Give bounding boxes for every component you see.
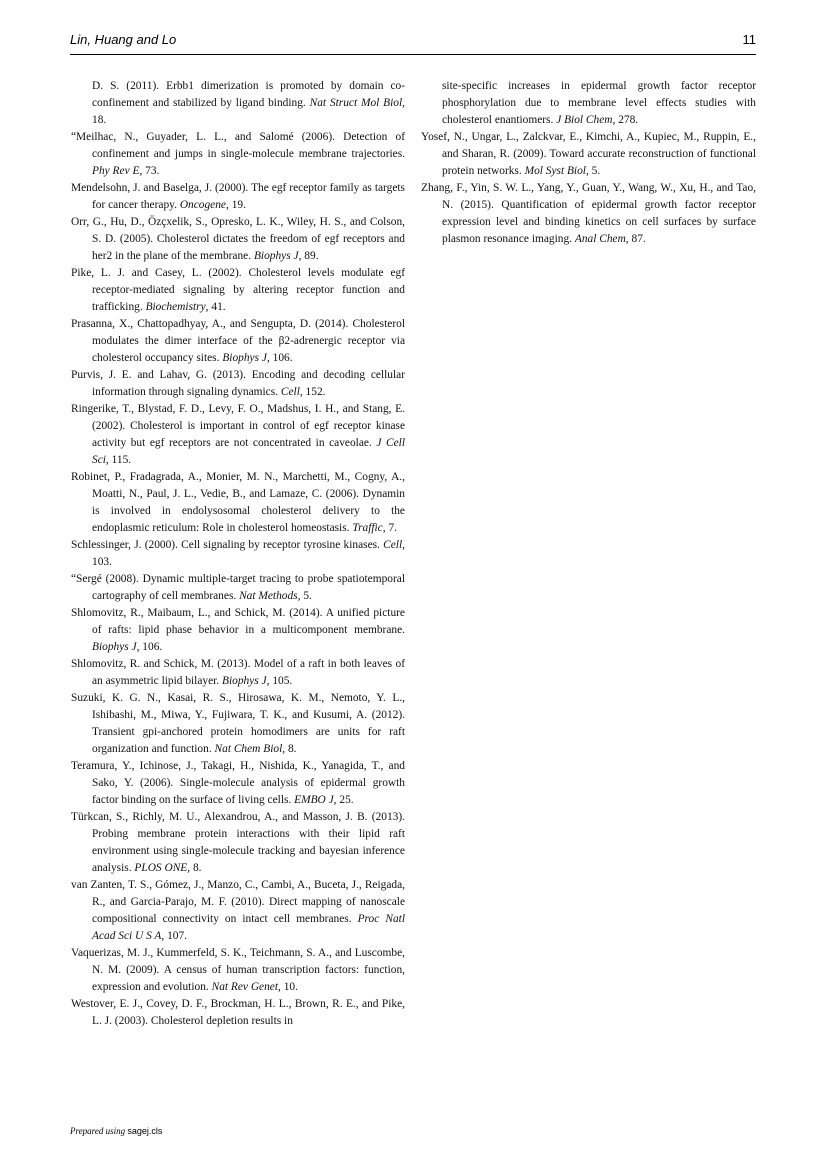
reference-entry: [71, 180, 405, 214]
reference-entry: [71, 537, 405, 571]
reference-entry: [421, 78, 756, 129]
reference-volume: , 10.: [278, 981, 298, 993]
reference-entry: [71, 758, 405, 809]
reference-text: Zhang, F., Yin, S. W. L., Yang, Y., Guan, Y., Wang, W., Xu, H., and Tao, N. (2015). Quantification of epidermal growth factor receptor expression level and binding kinetics on cell surfaces by surface plasmon resonance imaging.: [421, 182, 756, 245]
page-number: 11: [742, 32, 756, 47]
reference-text: “Meilhac, N., Guyader, L. L., and Salomé (2006). Detection of confinement and jumps in single-molecule membrane trajectories.: [71, 131, 405, 160]
reference-entry: [71, 996, 405, 1030]
footer-prefix: Prepared using: [70, 1126, 128, 1136]
reference-volume: , 278.: [612, 114, 639, 126]
reference-text: Pike, L. J. and Casey, L. (2002). Cholesterol levels modulate egf receptor-mediated signaling by altering receptor function and trafficking.: [71, 267, 405, 313]
reference-entry: [71, 809, 405, 877]
reference-text: Ringerike, T., Blystad, F. D., Levy, F. O., Madshus, I. H., and Stang, E. (2002). Cholesterol is important in control of egf receptor kinase activity but egf receptors are not concentrated in caveolae.: [71, 403, 405, 449]
reference-text: van Zanten, T. S., Gómez, J., Manzo, C., Cambi, A., Buceta, J., Reigada, R., and Garcia-Parajo, M. F. (2010). Direct mapping of nanoscale compositional connectivity on intact cell membranes.: [71, 879, 405, 925]
reference-journal: Mol Syst Biol: [524, 165, 586, 177]
reference-entry: [71, 945, 405, 996]
reference-entry: [71, 877, 405, 945]
reference-volume: , 5.: [297, 590, 312, 602]
reference-journal: EMBO J: [294, 794, 334, 806]
reference-journal: J Cell Sci: [92, 437, 405, 466]
reference-volume: , 8.: [282, 743, 297, 755]
reference-entry: [71, 469, 405, 537]
reference-journal: Oncogene: [179, 199, 226, 211]
reference-text: D. S. (2011). Erbb1 dimerization is promoted by domain co-confinement and stabilized by ligand binding.: [92, 80, 405, 109]
reference-text: Robinet, P., Fradagrada, A., Monier, M. N., Marchetti, M., Cogny, A., Moatti, N., Paul, J. L., Vedie, B., and Lamaze, C. (2006). Dynamin is involved in endolysosomal cholesterol delivery to the endoplasmic reticulum: Role in cholesterol homeostasis.: [71, 471, 405, 534]
references-left-column: [71, 78, 405, 1030]
running-header: [70, 30, 756, 55]
reference-text: Türkcan, S., Richly, M. U., Alexandrou, A., and Masson, J. B. (2013). Probing membrane protein interactions with their lipid raft environment using single-molecule tracking and bayesian inference analysis.: [71, 811, 405, 874]
reference-text: Prasanna, X., Chattopadhyay, A., and Sengupta, D. (2014). Cholesterol modulates the dimer interface of the β2-adrenergic receptor via cholesterol occupancy sites.: [71, 318, 405, 364]
reference-journal: Biochemistry: [145, 301, 206, 313]
reference-journal: Cell: [280, 386, 300, 398]
reference-entry: [71, 401, 405, 469]
reference-journal: Biophys J: [222, 675, 267, 687]
reference-text: Westover, E. J., Covey, D. F., Brockman, H. L., Brown, R. E., and Pike, L. J. (2003). Cholesterol depletion results in: [71, 998, 405, 1027]
reference-volume: , 19.: [226, 199, 246, 211]
reference-journal: J Biol Chem: [556, 114, 613, 126]
reference-entry: [71, 316, 405, 367]
reference-text: Shlomovitz, R., Maibaum, L., and Schick, M. (2014). A unified picture of rafts: lipid phase behavior in a multicomponent membrane.: [71, 607, 405, 636]
reference-journal: Biophys J: [222, 352, 267, 364]
reference-journal: Anal Chem: [574, 233, 626, 245]
reference-journal: Traffic: [352, 522, 383, 534]
reference-volume: , 89.: [298, 250, 319, 262]
reference-volume: , 5.: [585, 165, 601, 177]
footer-cls: sagej.cls: [127, 1126, 163, 1136]
references-right-column: [421, 78, 756, 248]
reference-journal: Biophys J: [253, 250, 299, 262]
reference-journal: Nat Chem Biol: [214, 743, 283, 755]
reference-volume: , 73.: [139, 165, 160, 177]
reference-journal: Biophys J: [92, 641, 137, 653]
reference-entry: [421, 180, 756, 248]
reference-journal: Proc Natl Acad Sci U S A: [92, 913, 405, 942]
reference-volume: , 105.: [266, 675, 293, 687]
reference-volume: , 87.: [625, 233, 646, 245]
reference-volume: , 106.: [266, 352, 293, 364]
running-header-authors: Lin, Huang and Lo: [70, 32, 177, 47]
reference-entry: [71, 129, 405, 180]
reference-journal: Nat Struct Mol Biol: [309, 97, 403, 109]
reference-entry: [421, 129, 756, 180]
reference-journal: Phy Rev E: [92, 165, 140, 177]
reference-volume: , 115.: [105, 454, 132, 466]
reference-volume: , 41.: [205, 301, 226, 313]
reference-entry: [71, 571, 405, 605]
reference-text: Mendelsohn, J. and Baselga, J. (2000). The egf receptor family as targets for cancer therapy.: [71, 182, 405, 211]
reference-entry: [71, 265, 405, 316]
reference-volume: , 18.: [92, 97, 405, 126]
reference-volume: , 8.: [187, 862, 202, 874]
reference-entry: [71, 656, 405, 690]
reference-text: Yosef, N., Ungar, L., Zalckvar, E., Kimchi, A., Kupiec, M., Ruppin, E., and Sharan, R. (2009). Toward accurate reconstruction of functional protein networks.: [421, 131, 756, 177]
reference-entry: [71, 78, 405, 129]
reference-text: Schlessinger, J. (2000). Cell signaling by receptor tyrosine kinases.: [71, 539, 384, 551]
reference-journal: Nat Rev Genet: [211, 981, 279, 993]
reference-journal: Cell: [383, 539, 403, 551]
reference-volume: , 152.: [299, 386, 326, 398]
reference-entry: [71, 605, 405, 656]
reference-entry: [71, 690, 405, 758]
reference-entry: [71, 367, 405, 401]
reference-volume: , 106.: [136, 641, 163, 653]
reference-text: site-specific increases in epidermal growth factor receptor phosphorylation due to membrane level effects studies with cholesterol enantiomers.: [442, 80, 756, 126]
reference-volume: , 25.: [333, 794, 354, 806]
reference-journal: PLOS ONE: [134, 862, 188, 874]
reference-text: Suzuki, K. G. N., Kasai, R. S., Hirosawa, K. M., Nemoto, Y. L., Ishibashi, M., Miwa, Y., Fujiwara, T. K., and Kusumi, A. (2012). Transient gpi-anchored protein homodimers are units for raft organization and function.: [71, 692, 405, 755]
reference-text: Purvis, J. E. and Lahav, G. (2013). Encoding and decoding cellular information through signaling dynamics.: [71, 369, 405, 398]
reference-text: Teramura, Y., Ichinose, J., Takagi, H., Nishida, K., Yanagida, T., and Sako, Y. (2006). Single-molecule analysis of epidermal growth factor binding on the surface of living cells.: [71, 760, 405, 806]
reference-text: “Sergé (2008). Dynamic multiple-target tracing to probe spatiotemporal cartography of cell membranes.: [71, 573, 405, 602]
reference-text: Vaquerizas, M. J., Kummerfeld, S. K., Teichmann, S. A., and Luscombe, N. M. (2009). A census of human transcription factors: function, expression and evolution.: [71, 947, 405, 993]
reference-volume: , 7.: [382, 522, 397, 534]
reference-journal: Nat Methods: [239, 590, 298, 602]
reference-entry: [71, 214, 405, 265]
reference-text: Shlomovitz, R. and Schick, M. (2013). Model of a raft in both leaves of an asymmetric lipid bilayer.: [71, 658, 405, 687]
reference-volume: , 103.: [92, 539, 405, 568]
reference-text: Orr, G., Hu, D., Özçxelik, S., Opresko, L. K., Wiley, H. S., and Colson, S. D. (2005). Cholesterol dictates the freedom of egf receptors and her2 in the plane of the membrane.: [71, 216, 405, 262]
reference-volume: , 107.: [161, 930, 188, 942]
footer: [70, 1126, 162, 1136]
